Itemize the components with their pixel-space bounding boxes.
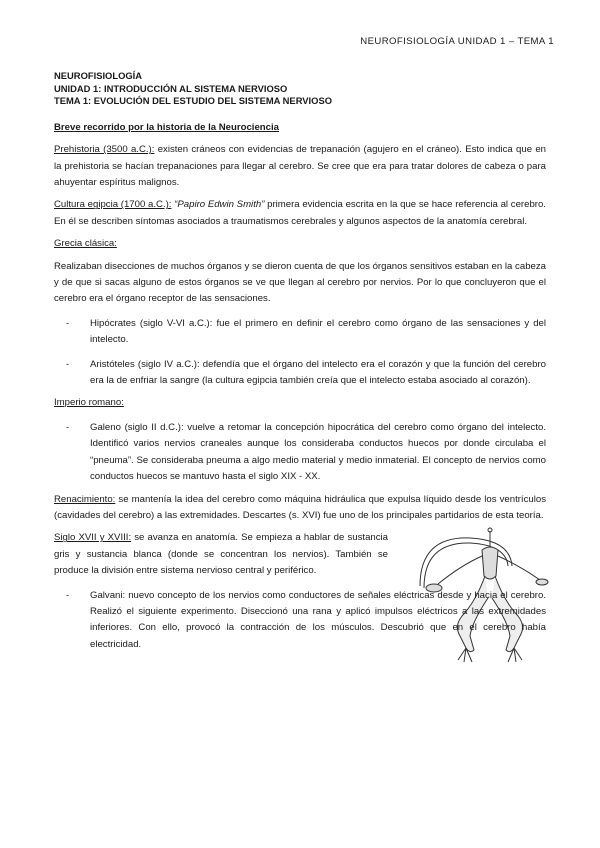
prehistoria-paragraph xyxy=(54,142,546,191)
list-item xyxy=(54,588,546,654)
list-item xyxy=(54,357,546,390)
siglo-paragraph xyxy=(54,530,388,579)
grecia-heading xyxy=(54,236,546,252)
list-item xyxy=(54,420,546,486)
hipocrates-text: Hipócrates (siglo V-VI a.C.): fue el primero en definir el cerebro como órgano de las sensaciones y del intelecto. xyxy=(90,317,546,346)
romano-label: Imperio romano: xyxy=(54,397,124,409)
list-item xyxy=(54,316,546,349)
romano-heading xyxy=(54,395,546,411)
galvani-text: Galvani: nuevo concepto de los nervios como conductores de señales eléctricas desde y hacia el cerebro. Realizó el siguiente experimento. Diseccionó una rana y aplicó impulsos eléctricos a las extremidades inferiores. Con ello, provocó la contracción de los músculos. Descubrió que en el cerebro había electricidad. xyxy=(90,589,546,650)
prehistoria-label: Prehistoria (3500 a.C.): xyxy=(54,144,155,156)
renacimiento-label: Renacimiento: xyxy=(54,493,116,505)
grecia-paragraph: Realizaban disecciones de muchos órganos y se dieron cuenta de que los órganos sensitivos estaban en la cabeza y de que si sacas alguno de estos órganos se ve que llegan al cerebro por nervios. Por lo que concluyeron que el cerebro era el órgano receptor de las sensaciones. xyxy=(54,260,546,305)
bullet-dash: - xyxy=(66,421,70,433)
galeno-text: Galeno (siglo II d.C.): vuelve a retomar la concepción hipocrática del cerebro como órgano del intelecto. Identificó varios nervios craneales aunque los consideraba conductos huecos por donde circulaba el “pneuma”. Se consideraba pneuma a algo medio material y medio inmaterial. El concepto de nervios como conductos huecos se mantuvo hasta el siglo XIX - XX. xyxy=(90,421,546,483)
document-titles xyxy=(54,70,546,108)
renacimiento-paragraph xyxy=(54,492,546,525)
bullet-dash: - xyxy=(66,358,70,370)
section-title: Breve recorrido por la historia de la Neurociencia xyxy=(54,121,279,133)
egipcia-paragraph xyxy=(54,197,546,230)
page-header: NEUROFISIOLOGÍA UNIDAD 1 – TEMA 1 xyxy=(360,36,554,47)
topic-title: TEMA 1: EVOLUCIÓN DEL ESTUDIO DEL SISTEMA NERVIOSO xyxy=(54,95,332,107)
siglo-block xyxy=(54,530,546,653)
bullet-dash: - xyxy=(66,317,70,329)
renacimiento-text: se mantenía la idea del cerebro como máquina hidráulica que expulsa líquido desde los ventrículos (cavidades del cerebro) a las extremidades. Descartes (s. XVI) fue uno de los principales partidarios de esta teoría. xyxy=(54,493,546,521)
subject-title: NEUROFISIOLOGÍA xyxy=(54,70,143,81)
egipcia-text: primera evidencia escrita en la que se hace referencia al cerebro. En él se describen síntomas asociados a traumatismos cerebrales y algunos aspectos de la anatomía cerebral. xyxy=(54,199,546,227)
siglo-label: Siglo XVII y XVIII: xyxy=(54,532,132,544)
bullet-dash: - xyxy=(66,589,70,601)
egipcia-quote: “Papiro Edwin Smith” xyxy=(171,199,265,211)
document-body xyxy=(54,70,546,653)
grecia-label: Grecia clásica: xyxy=(54,238,117,250)
egipcia-label: Cultura egipcia (1700 a.C.): xyxy=(54,199,172,211)
unit-title: UNIDAD 1: INTRODUCCIÓN AL SISTEMA NERVIOSO xyxy=(54,82,288,94)
prehistoria-text: existen cráneos con evidencias de trepanación (agujero en el cráneo). Esto indica que en la prehistoria se hacían trepanaciones para llegar al cerebro. Se cree que era para tratar dolores de cabeza o para ahuyentar espíritus malignos. xyxy=(54,144,546,188)
siglo-text: se avanza en anatomía. Se empieza a hablar de sustancia gris y sustancia blanca (donde se concentran los nervios). También se produce la división entre sistema nervioso central y periférico. xyxy=(54,532,388,577)
aristoteles-text: Aristóteles (siglo IV a.C.): defendía que el órgano del intelecto era el corazón y que la función del cerebro era la de enfriar la sangre (la cultura egipcia también creía que el intelecto estaba asociado al corazón). xyxy=(90,358,546,387)
